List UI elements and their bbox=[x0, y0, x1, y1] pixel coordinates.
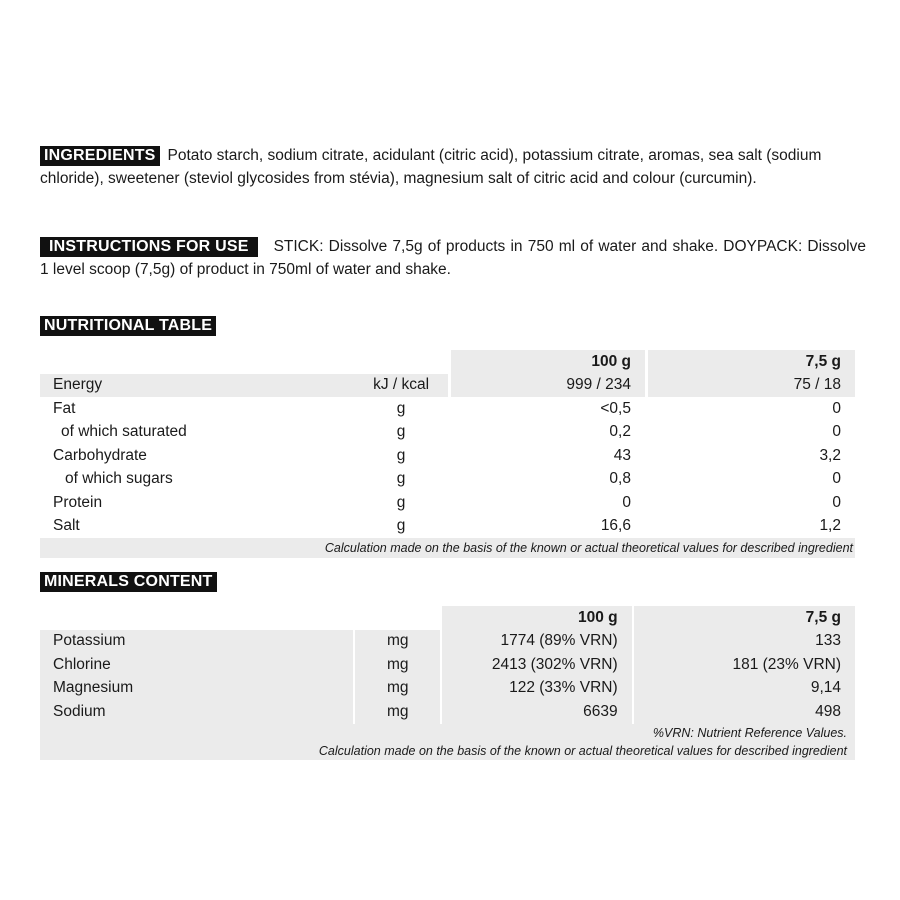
row-value-100g: 122 (33% VRN) bbox=[440, 677, 631, 701]
header-blank-unit bbox=[354, 350, 447, 374]
note-row bbox=[40, 742, 855, 760]
row-unit: g bbox=[396, 517, 406, 535]
row-value-100g: 2413 (302% VRN) bbox=[440, 653, 631, 677]
table-row bbox=[40, 421, 855, 445]
row-value-7-5g: 181 (23% VRN) bbox=[632, 653, 855, 677]
table-row bbox=[40, 491, 855, 515]
table-row bbox=[40, 630, 855, 654]
row-value-100g: 1774 (89% VRN) bbox=[440, 630, 631, 654]
row-value-7-5g: 0 bbox=[645, 397, 855, 421]
row-value-7-5g: 9,14 bbox=[632, 677, 855, 701]
row-unit: g bbox=[396, 399, 406, 417]
nutritional-title-label: NUTRITIONAL TABLE bbox=[40, 316, 216, 336]
header-7-5g: 7,5 g bbox=[632, 606, 855, 630]
instructions-label: INSTRUCTIONS FOR USE bbox=[40, 237, 258, 257]
ingredients-label: INGREDIENTS bbox=[40, 146, 160, 166]
ingredients-text: Potato starch, sodium citrate, acidulant (citric acid), potassium citrate, aromas, sea salt (sodium chloride), sweetener (steviol glycosides from stévia), magnesium salt of citric acid and colour (curcumin). bbox=[40, 147, 822, 187]
row-value-100g: 0,2 bbox=[448, 421, 645, 445]
minerals-header-row bbox=[40, 606, 855, 630]
row-unit: g bbox=[396, 423, 406, 441]
row-value-7-5g: 498 bbox=[632, 700, 855, 724]
minerals-content-title bbox=[40, 572, 217, 592]
row-value-100g: 43 bbox=[448, 444, 645, 468]
table-row bbox=[40, 653, 855, 677]
row-name: of which saturated bbox=[61, 423, 187, 441]
minerals-table bbox=[40, 606, 855, 760]
note-row bbox=[40, 538, 855, 558]
header-7-5g: 7,5 g bbox=[645, 350, 855, 374]
row-value-7-5g: 0 bbox=[645, 468, 855, 492]
row-unit: mg bbox=[353, 700, 440, 724]
row-value-7-5g: 0 bbox=[645, 491, 855, 515]
row-name: Carbohydrate bbox=[53, 446, 147, 464]
table-row bbox=[40, 515, 855, 539]
row-value-100g: 16,6 bbox=[448, 515, 645, 539]
row-unit: g bbox=[396, 470, 406, 488]
table-row bbox=[40, 374, 855, 398]
row-unit: g bbox=[396, 446, 406, 464]
table-row bbox=[40, 677, 855, 701]
row-unit: mg bbox=[353, 630, 440, 654]
row-name: of which sugars bbox=[65, 470, 173, 488]
calculation-note: Calculation made on the basis of the known or actual theoretical values for described ingredient bbox=[40, 742, 855, 760]
row-value-7-5g: 3,2 bbox=[645, 444, 855, 468]
row-name: Chlorine bbox=[40, 653, 353, 677]
header-100g: 100 g bbox=[448, 350, 645, 374]
row-name: Protein bbox=[53, 493, 103, 511]
row-name: Sodium bbox=[40, 700, 353, 724]
row-name: Fat bbox=[53, 399, 76, 417]
row-unit: g bbox=[396, 493, 406, 511]
row-value-100g: 999 / 234 bbox=[448, 374, 645, 398]
row-name: Magnesium bbox=[40, 677, 353, 701]
row-unit: mg bbox=[353, 677, 440, 701]
row-name: Energy bbox=[40, 374, 354, 398]
row-unit: kJ / kcal bbox=[354, 374, 447, 398]
row-value-7-5g: 0 bbox=[645, 421, 855, 445]
table-row bbox=[40, 444, 855, 468]
header-blank bbox=[40, 350, 354, 374]
row-value-100g: 6639 bbox=[440, 700, 631, 724]
instructions-paragraph bbox=[40, 235, 866, 281]
row-name: Salt bbox=[53, 517, 80, 535]
header-blank bbox=[40, 606, 353, 630]
row-name: Potassium bbox=[40, 630, 353, 654]
row-value-100g: <0,5 bbox=[448, 397, 645, 421]
table-row bbox=[40, 468, 855, 492]
minerals-title-label: MINERALS CONTENT bbox=[40, 572, 217, 592]
nutritional-table bbox=[40, 350, 855, 558]
ingredients-paragraph bbox=[40, 144, 866, 190]
instructions-text: STICK: Dissolve 7,5g of products in 750 ml of water and shake. DOYPACK: Dissolve 1 level scoop (7,5g) of product in 750ml of water and shake. bbox=[40, 238, 866, 278]
note-row bbox=[40, 724, 855, 742]
row-value-100g: 0,8 bbox=[448, 468, 645, 492]
vrn-note: %VRN: Nutrient Reference Values. bbox=[40, 724, 855, 742]
header-blank-unit bbox=[353, 606, 440, 630]
row-value-7-5g: 1,2 bbox=[645, 515, 855, 539]
nutritional-table-title bbox=[40, 316, 216, 336]
nutritional-header-row bbox=[40, 350, 855, 374]
row-unit: mg bbox=[353, 653, 440, 677]
calculation-note: Calculation made on the basis of the known or actual theoretical values for described ingredient bbox=[40, 538, 855, 558]
row-value-7-5g: 75 / 18 bbox=[645, 374, 855, 398]
table-row bbox=[40, 700, 855, 724]
row-value-7-5g: 133 bbox=[632, 630, 855, 654]
header-100g: 100 g bbox=[440, 606, 631, 630]
row-value-100g: 0 bbox=[448, 491, 645, 515]
table-row bbox=[40, 397, 855, 421]
